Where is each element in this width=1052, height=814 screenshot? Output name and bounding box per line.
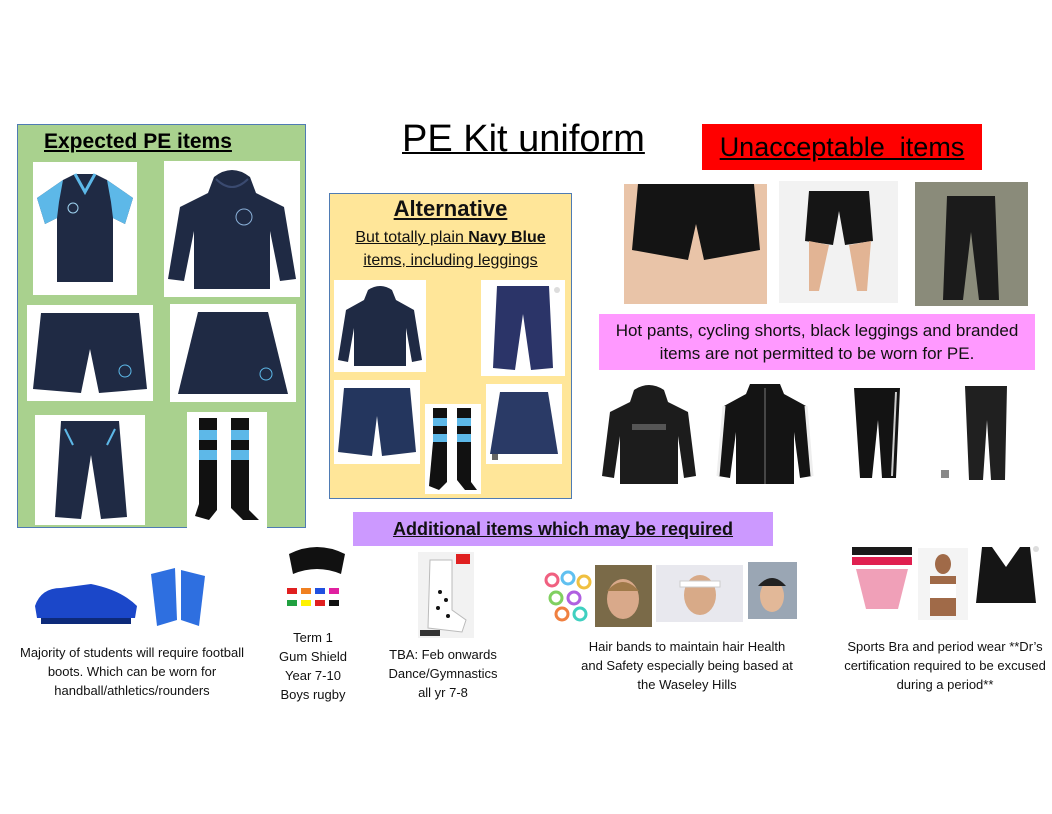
gum-shield-image	[281, 544, 353, 620]
alternative-subtitle-bold: Navy Blue	[468, 229, 546, 246]
hoodie-image	[164, 161, 300, 297]
hair-bands-image	[542, 568, 596, 624]
football-boots-image	[31, 566, 141, 632]
shin-pads-image	[141, 560, 217, 636]
grip-socks-caption: TBA: Feb onwards Dance/Gymnastics all yr 7-8	[388, 647, 498, 700]
additional-items-label: Additional items which may be required	[353, 512, 773, 546]
socks-image	[187, 412, 267, 528]
gum-shield-caption	[263, 628, 363, 704]
sports-bra-caption: Sports Bra and period wear **Dr’s certification required to be excused during a period**	[844, 639, 1046, 692]
branded-jacket-image	[714, 376, 816, 486]
navy-shorts-image	[334, 380, 420, 464]
polo-shirt-image	[33, 162, 137, 295]
branded-leggings-image	[935, 380, 1038, 485]
shorts-image	[27, 305, 153, 401]
grip-socks-image	[418, 552, 474, 638]
unacceptable-note: Hot pants, cycling shorts, black leggings and branded items are not permitted to be worn for PE.	[599, 314, 1035, 370]
hair-photo-2	[656, 565, 743, 622]
skort-image	[170, 304, 296, 402]
black-leggings-image	[915, 182, 1028, 306]
navy-hoodie-image	[334, 280, 426, 372]
alternative-subtitle-post: items, including leggings	[363, 252, 538, 269]
alternative-title: Alternative	[393, 196, 508, 221]
navy-joggers-image	[481, 280, 565, 376]
unacceptable-items-label: Unacceptable items	[702, 124, 982, 170]
branded-track-pants-image	[834, 380, 922, 485]
hair-bands-caption: Hair bands to maintain hair Health and Safety especially being based at the Waseley Hills	[581, 639, 793, 692]
hair-photo-3	[748, 562, 797, 619]
gum-shield-caption-line-1: Term 1	[293, 630, 333, 645]
hot-pants-image	[624, 184, 767, 304]
navy-socks-image	[425, 404, 481, 494]
gum-shield-caption-line-4: Boys rugby	[280, 687, 346, 702]
gum-shield-caption-line-2: Gum Shield	[279, 649, 347, 664]
branded-hoodie-image	[598, 380, 700, 485]
gum-shield-caption-line-3: Year 7-10	[285, 668, 341, 683]
alternative-subtitle	[335, 226, 566, 272]
page-title: PE Kit uniform	[402, 118, 645, 160]
sports-bra-model-image	[918, 548, 968, 620]
alternative-subtitle-pre: But totally plain	[355, 229, 469, 246]
period-wear-image	[850, 543, 914, 621]
navy-skirt-image	[486, 384, 562, 464]
boots-caption: Majority of students will require football boots. Which can be worn for handball/athletics/rounders	[20, 645, 244, 698]
track-pants-image	[35, 415, 145, 525]
sports-bra-image	[968, 543, 1043, 621]
expected-items-title: Expected PE items	[44, 130, 232, 153]
cycling-shorts-image	[779, 181, 898, 303]
hair-photo-1	[595, 565, 652, 627]
